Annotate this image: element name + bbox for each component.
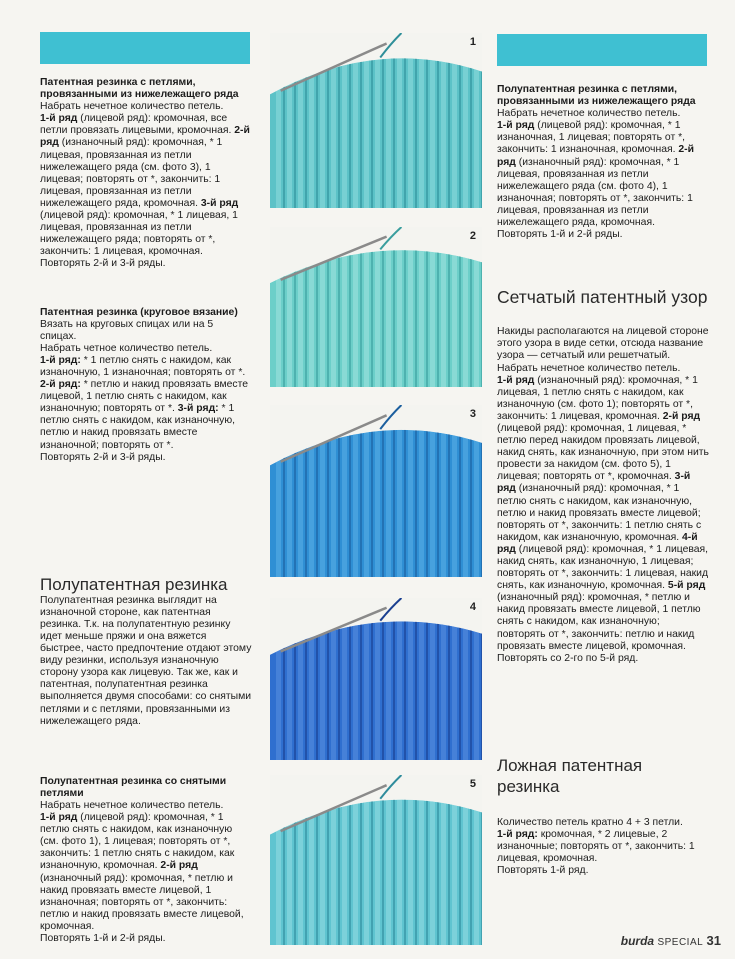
block-heading: Патентная резинка с петлями, провязанными из нижележащего ряда [40, 77, 239, 101]
heading-mesh-patent: Сетчатый патентный узор [497, 287, 708, 308]
block-semi-patent-lower-row [497, 84, 709, 241]
knit-photo-5 [270, 775, 482, 945]
row-text: (лицевой ряд): кромочная, все петли провязать лицевыми, кромочная. [40, 113, 235, 137]
block-false-patent [497, 817, 709, 877]
row-text: * 1 петлю снять с накидом, как изнаночную, 1 изнаночная; повторять от *. [40, 354, 246, 378]
text-line: Повторять 2-й и 3-й ряды. [40, 258, 166, 270]
row-text: (лицевой ряд): кромочная, * 1 изнаночная, 1 лицевая; повторять от *, закончить: 1 изнаночная, кромочная. [497, 120, 686, 156]
row-instructions [40, 355, 252, 452]
page-footer [621, 933, 721, 948]
block-patent-lower-row [40, 77, 252, 271]
row-text: (изнаночный ряд): кромочная, * петлю и накид провязать вместе лицевой, 1 изнаночная; повторять от *, закончить: петлю и накид провязать вместе лицевой, кромочная. [40, 872, 244, 932]
row-label: 3-й ряд [497, 471, 691, 495]
row-text: (изнаночный ряд): кромочная, * 1 лицевая, 1 петлю снять с накидом, как изнаночную (см. фото 1); повторять от *, закончить: 1 лицевая, кромочная. [497, 374, 698, 422]
row-label: 1-й ряд [40, 812, 78, 824]
knit-photo-1 [270, 33, 482, 208]
knit-photo-3 [270, 405, 482, 577]
block-heading: Полупатентная резинка с петлями, провязанными из нижележащего ряда [497, 84, 696, 108]
accent-bar-left [40, 32, 250, 64]
row-text: * петлю и накид провязать вместе лицевой, 1 петлю снять с накидом, как изнаночную; повторять от *. [40, 379, 249, 415]
text-line: Набрать четное количество петель. [40, 342, 213, 354]
row-instructions [40, 113, 252, 258]
semi-patent-intro: Полупатентная резинка выглядит на изнаночной стороне, как патентная резинка. Т.к. на полупатентную резинку идет меньше пряжи и она вяжется быстрее, часто предпочтение отдают этому виду резинки, используя изнаночную сторону узора как лицевую. Так же, как и патентная, полупатентная резинка выполняется двумя способами: со снятыми петлями и с петлями, провязанными из нижележащего ряда. [40, 594, 252, 727]
block-heading: Патентная резинка (круговое вязание) [40, 306, 238, 318]
row-label: 2-й ряд: [40, 379, 81, 391]
knit-swatch-image [270, 227, 482, 387]
photo-number: 1 [469, 36, 476, 48]
block-patent-circular [40, 307, 252, 464]
row-text: (лицевой ряд): кромочная, * 1 петлю снять с накидом, как изнаночную (см. фото 1), 1 лицевая; повторять от *, закончить: 1 петлю снять с накидом, как изнаночную, кромочная. [40, 812, 235, 872]
text-line: Вязать на круговых спицах или на 5 спицах. [40, 318, 214, 342]
row-label: 1-й ряд [40, 113, 78, 125]
photo-number: 5 [469, 778, 476, 790]
row-label: 2-й ряд [497, 144, 695, 168]
row-label: 3-й ряд: [177, 403, 219, 415]
row-instructions [40, 812, 252, 933]
page-number: 31 [706, 933, 721, 948]
row-label: 5-й ряд [667, 580, 706, 592]
heading-semi-patent: Полупатентная резинка [40, 574, 228, 594]
text-line: Набрать нечетное количество петель. [40, 101, 224, 113]
knit-swatch-image [270, 405, 482, 577]
text-line: Повторять 1-й и 2-й ряды. [497, 229, 623, 241]
right-column [497, 84, 709, 891]
row-label: 2-й ряд [662, 410, 701, 422]
text-line: Повторять 2-й и 3-й ряды. [40, 451, 166, 463]
row-text: (лицевой ряд): кромочная, 1 лицевая, * петлю перед накидом провязать лицевой, накид снять, как изнаночную, при этом нить провести за накидом (см. фото 5), 1 лицевая; повторять от *, кромочная. [497, 422, 709, 483]
row-label: 2-й ряд [40, 125, 250, 149]
heading-false-patent: Ложная патентная резинка [497, 755, 643, 796]
row-text: (изнаночный ряд): кромочная, * 1 петлю снять с накидом, как изнаночную, петлю и накид провязать вместе лицевой; повторять от *, закончить: 1 петлю снять с накидом, как изнаночную, кромочная. [497, 483, 702, 543]
row-text: (изнаночный ряд): кромочная, * 1 лицевая, провязанная из петли нижележащего ряда (см. фото 3), 1 лицевая; повторять от *, закончить: 1 лицевая, провязанная из петли нижележащего ряда, кромочная. [40, 137, 223, 209]
row-instructions [497, 375, 709, 653]
photo-number: 2 [469, 230, 476, 242]
row-text: (изнаночный ряд): кромочная, * 1 лицевая, провязанная из петли нижележащего ряда (см. фото 4), 1 изнаночная; повторять от *, закончить: 1 лицевая, провязанная из петли нижележащего ряда, кромочная. [497, 156, 693, 229]
left-column [40, 77, 252, 959]
knit-photo-4 [270, 598, 482, 760]
photo-number: 3 [469, 408, 476, 420]
row-text: (лицевой ряд): кромочная, * 1 лицевая, накид снять, как изнаночную, 1 лицевая; повторять от *, закончить: 1 лицевая, накид снять, как изнаночную, кромочная. [497, 543, 709, 592]
block-semi-patent-slipped [40, 776, 252, 945]
row-label: 1-й ряд [497, 374, 535, 386]
row-text: кромочная, * 2 лицевые, 2 изнаночные; повторять от *, закончить: 1 лицевая, кромочная. [497, 828, 695, 865]
block-mesh-patent [497, 326, 709, 665]
row-label: 1-й ряд [497, 120, 535, 132]
brand-logo: burda [620, 934, 655, 948]
text-line: Набрать нечетное количество петель. [40, 799, 224, 811]
knit-swatch-image [270, 33, 482, 208]
accent-bar-right [497, 34, 707, 66]
knit-swatch-image [270, 775, 482, 945]
row-text: (изнаночный ряд): кромочная, * петлю и накид провязать вместе лицевой, 1 петлю снять с накидом, как изнаночную; повторять от *, закончить: петлю и накид провязать вместе лицевой, кромочная. [497, 592, 701, 652]
block-heading: Полупатентная резинка со снятыми петлями [40, 775, 227, 799]
text-line: Повторять 1-й ряд. [497, 865, 589, 877]
brand-special: SPECIAL [657, 937, 704, 948]
row-label: 3-й ряд [200, 197, 239, 209]
text-line: Повторять со 2-го по 5-й ряд. [497, 652, 639, 664]
row-label: 2-й ряд [160, 860, 198, 872]
photo-number: 4 [469, 601, 476, 613]
text-line: Накиды располагаются на лицевой стороне этого узора в виде сетки, отсюда название узора — сетчатый или решетчатый. [497, 326, 709, 362]
row-instructions [497, 829, 709, 865]
row-label: 4-й ряд [497, 531, 698, 555]
row-text: (лицевой ряд): кромочная, * 1 лицевая, 1 лицевая, провязанная из петли нижележащего ряда; повторять от *, закончить: 1 лицевая, кромочная. [40, 210, 238, 258]
text-line: Набрать нечетное количество петель. [497, 362, 681, 374]
row-label: 1-й ряд: [40, 354, 81, 366]
row-text: * 1 петлю снять с накидом, как изнаночную, петлю и накид провязать вместе изнаночной; повторять от *. [40, 403, 236, 451]
text-line: Повторять 1-й и 2-й ряды. [40, 932, 166, 944]
text-line: Набрать нечетное количество петель. [497, 108, 681, 120]
knit-swatch-image [270, 598, 482, 760]
row-label: 1-й ряд: [497, 828, 538, 840]
text-line: Количество петель кратно 4 + 3 петли. [497, 816, 683, 828]
row-instructions [497, 120, 709, 229]
knit-photo-2 [270, 227, 482, 387]
